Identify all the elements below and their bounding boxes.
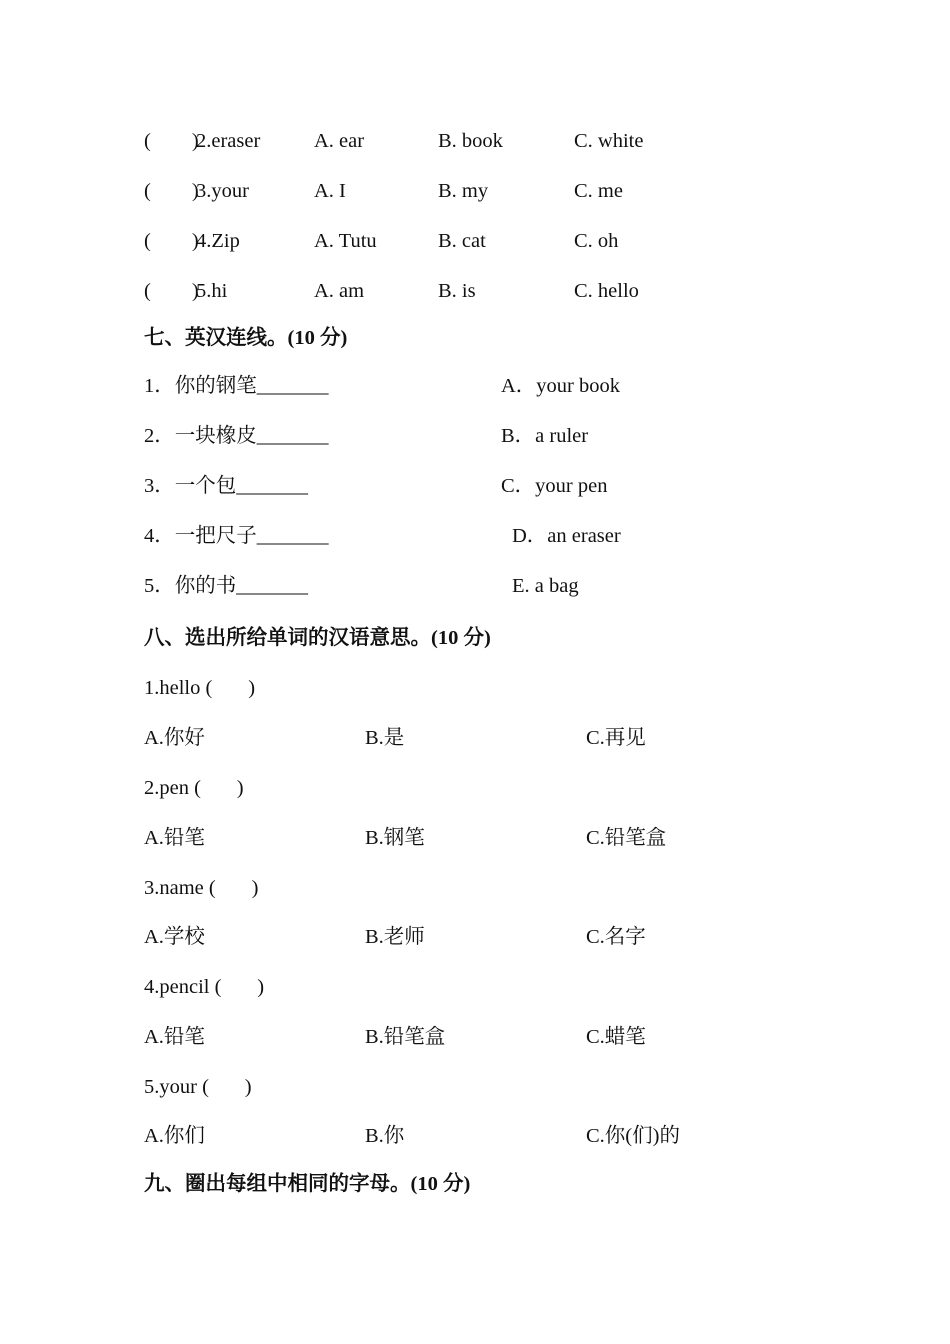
option-a: A.你好 bbox=[144, 727, 205, 749]
section-7-heading: 七、英汉连线。(10 分) bbox=[144, 327, 348, 349]
option-a: A.学校 bbox=[144, 926, 205, 948]
option-c: C. me bbox=[574, 180, 623, 202]
answer-paren[interactable]: ( ) bbox=[144, 230, 199, 252]
match-right: D．an eraser bbox=[512, 525, 621, 547]
question-stem[interactable]: 3.name ( ) bbox=[144, 877, 259, 899]
section-8-heading: 八、选出所给单词的汉语意思。(10 分) bbox=[144, 627, 491, 649]
option-b: B.老师 bbox=[365, 926, 425, 948]
option-a: A. ear bbox=[314, 130, 365, 152]
option-a: A. I bbox=[314, 180, 346, 202]
option-b: B. is bbox=[438, 280, 476, 302]
question-stem: 5.hi bbox=[196, 280, 228, 302]
option-c: C.名字 bbox=[586, 926, 646, 948]
match-left[interactable]: 2．一块橡皮_______ bbox=[144, 425, 329, 447]
question-stem[interactable]: 5.your ( ) bbox=[144, 1076, 252, 1098]
option-c: C. hello bbox=[574, 280, 639, 302]
option-b: B.你 bbox=[365, 1125, 405, 1147]
answer-paren[interactable]: ( ) bbox=[144, 280, 199, 302]
question-stem[interactable]: 4.pencil ( ) bbox=[144, 976, 265, 998]
option-c: C.再见 bbox=[586, 727, 646, 749]
match-right: A．your book bbox=[501, 375, 621, 397]
option-c: C.你(们)的 bbox=[586, 1125, 680, 1147]
option-a: A.铅笔 bbox=[144, 827, 205, 849]
option-b: B. cat bbox=[438, 230, 486, 252]
answer-paren[interactable]: ( ) bbox=[144, 130, 199, 152]
option-a: A. am bbox=[314, 280, 365, 302]
match-left[interactable]: 4．一把尺子_______ bbox=[144, 525, 329, 547]
option-b: B. book bbox=[438, 130, 503, 152]
match-right: C．your pen bbox=[501, 475, 608, 497]
match-right: B．a ruler bbox=[501, 425, 589, 447]
question-stem[interactable]: 1.hello ( ) bbox=[144, 677, 256, 699]
match-left[interactable]: 5．你的书_______ bbox=[144, 575, 308, 597]
section-9-heading: 九、圈出每组中相同的字母。(10 分) bbox=[144, 1173, 471, 1195]
option-a: A.你们 bbox=[144, 1125, 205, 1147]
option-b: B.是 bbox=[365, 727, 405, 749]
option-c: C. oh bbox=[574, 230, 619, 252]
option-c: C. white bbox=[574, 130, 644, 152]
question-stem: 2.eraser bbox=[196, 130, 261, 152]
question-stem: 3.your bbox=[196, 180, 249, 202]
option-c: C.蜡笔 bbox=[586, 1026, 646, 1048]
option-a: A.铅笔 bbox=[144, 1026, 205, 1048]
question-stem[interactable]: 2.pen ( ) bbox=[144, 777, 244, 799]
question-stem: 4.Zip bbox=[196, 230, 240, 252]
match-left[interactable]: 3．一个包_______ bbox=[144, 475, 308, 497]
option-b: B.铅笔盒 bbox=[365, 1026, 446, 1048]
option-b: B. my bbox=[438, 180, 489, 202]
option-c: C.铅笔盒 bbox=[586, 827, 667, 849]
option-b: B.钢笔 bbox=[365, 827, 425, 849]
answer-paren[interactable]: ( ) bbox=[144, 180, 199, 202]
match-left[interactable]: 1．你的钢笔_______ bbox=[144, 375, 329, 397]
match-right: E. a bag bbox=[512, 575, 579, 597]
option-a: A. Tutu bbox=[314, 230, 377, 252]
